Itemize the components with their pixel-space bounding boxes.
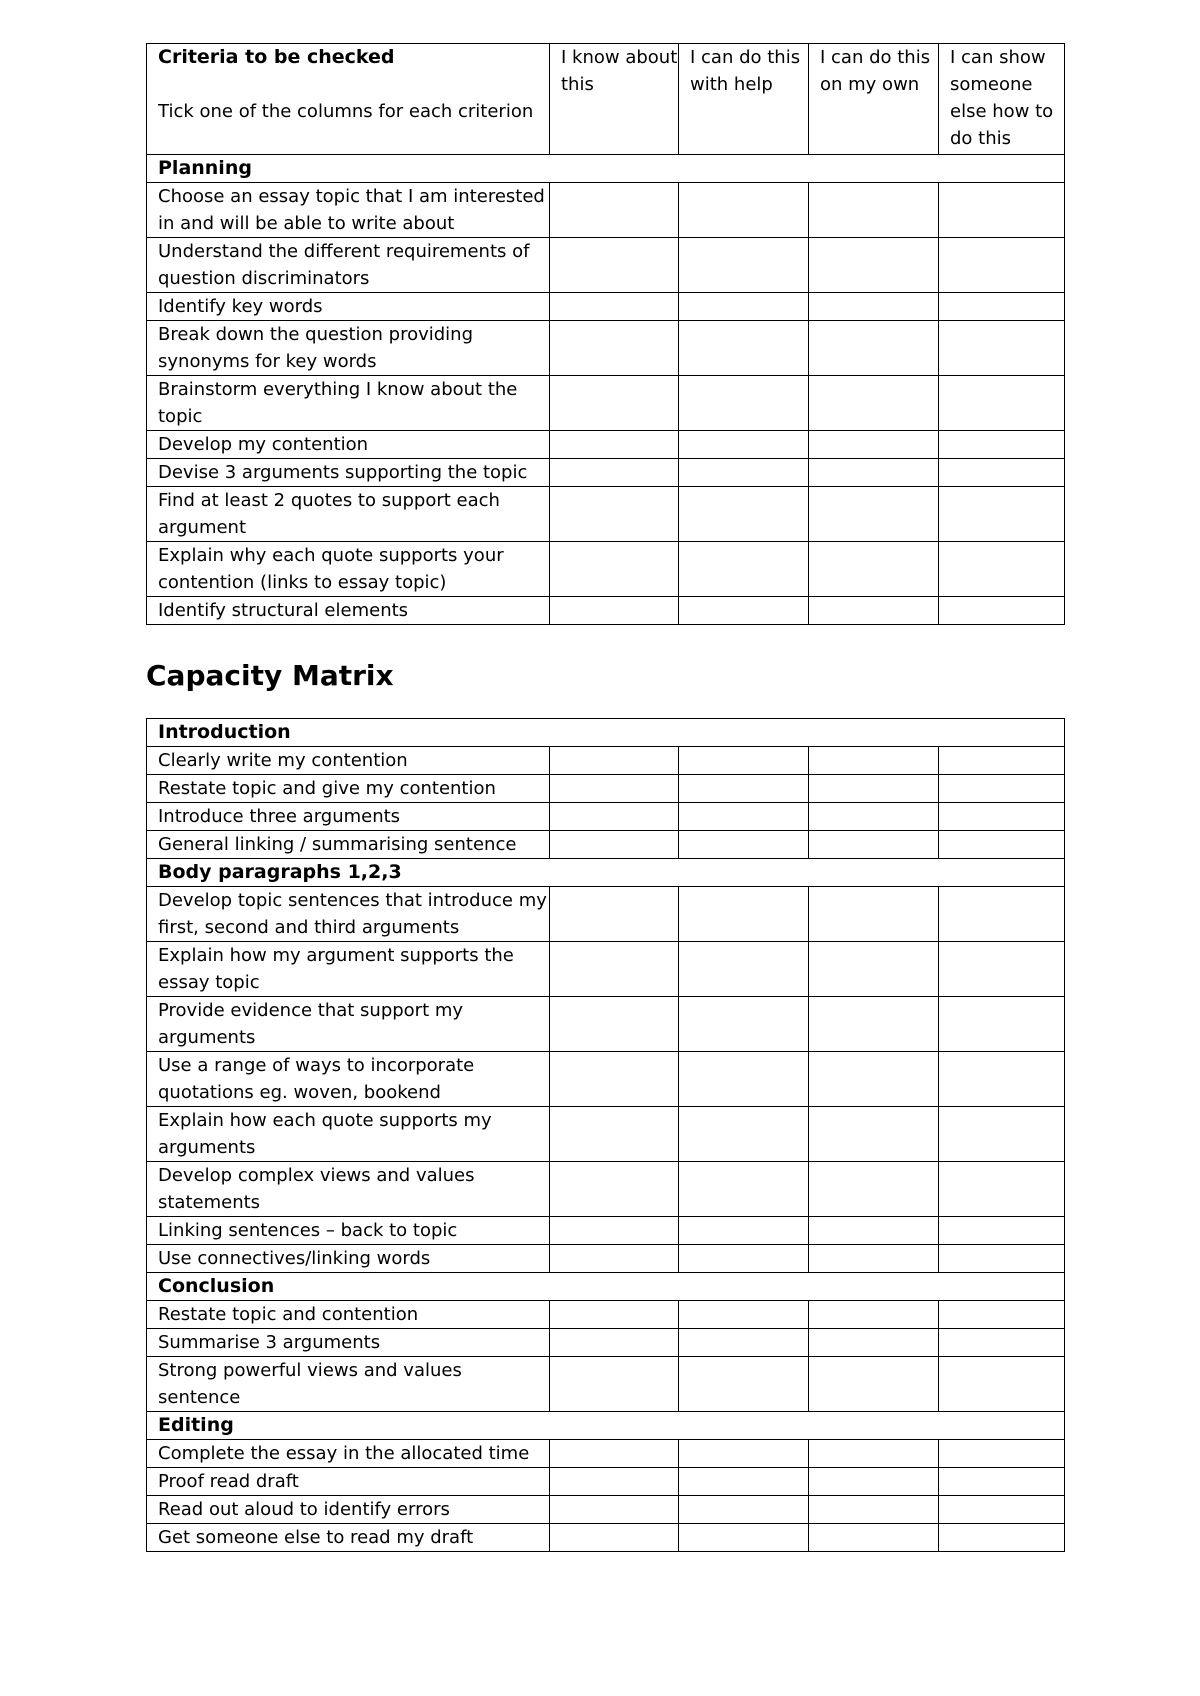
tick-cell[interactable] — [550, 1468, 679, 1496]
section-row — [147, 719, 1065, 747]
capacity-matrix-table-planning — [146, 43, 1065, 625]
tick-cell[interactable] — [550, 997, 679, 1052]
tick-cell[interactable] — [939, 1052, 1065, 1107]
tick-cell[interactable] — [679, 431, 809, 459]
tick-cell[interactable] — [809, 997, 939, 1052]
tick-cell[interactable] — [809, 1245, 939, 1273]
criterion-row — [147, 238, 1065, 293]
criterion-label: Linking sentences – back to topic — [147, 1217, 550, 1245]
tick-cell[interactable] — [809, 1468, 939, 1496]
tick-cell[interactable] — [939, 1524, 1065, 1552]
tick-cell[interactable] — [679, 831, 809, 859]
tick-cell[interactable] — [939, 597, 1065, 625]
criterion-row — [147, 1524, 1065, 1552]
criterion-row — [147, 803, 1065, 831]
section-heading: Introduction — [147, 719, 1065, 747]
tick-cell[interactable] — [939, 775, 1065, 803]
criterion-label: Choose an essay topic that I am interested in and will be able to write about — [147, 183, 550, 238]
tick-cell[interactable] — [939, 183, 1065, 238]
tick-cell[interactable] — [809, 1496, 939, 1524]
criterion-row — [147, 542, 1065, 597]
criterion-row — [147, 942, 1065, 997]
tick-cell[interactable] — [679, 1301, 809, 1329]
criterion-row — [147, 459, 1065, 487]
tick-cell[interactable] — [809, 293, 939, 321]
criterion-row — [147, 1107, 1065, 1162]
table-body — [147, 719, 1065, 1552]
tick-cell[interactable] — [679, 321, 809, 376]
tick-cell[interactable] — [809, 803, 939, 831]
header-row — [147, 44, 1065, 155]
tick-cell[interactable] — [939, 431, 1065, 459]
tick-cell[interactable] — [679, 597, 809, 625]
tick-cell[interactable] — [550, 1440, 679, 1468]
tick-cell[interactable] — [939, 1301, 1065, 1329]
criterion-label: Understand the different requirements of question discriminators — [147, 238, 550, 293]
tick-cell[interactable] — [809, 1217, 939, 1245]
column-header-show-someone: I can show someone else how to do this — [939, 44, 1065, 155]
tick-cell[interactable] — [550, 1217, 679, 1245]
tick-cell[interactable] — [939, 542, 1065, 597]
tick-cell[interactable] — [550, 775, 679, 803]
tick-cell[interactable] — [939, 321, 1065, 376]
tick-cell[interactable] — [679, 1524, 809, 1552]
tick-cell[interactable] — [939, 238, 1065, 293]
tick-cell[interactable] — [939, 1245, 1065, 1273]
criterion-label: Clearly write my contention — [147, 747, 550, 775]
tick-cell[interactable] — [679, 487, 809, 542]
tick-cell[interactable] — [809, 1162, 939, 1217]
tick-cell[interactable] — [939, 487, 1065, 542]
section-heading: Body paragraphs 1,2,3 — [147, 859, 1065, 887]
tick-cell[interactable] — [679, 459, 809, 487]
tick-cell[interactable] — [550, 1524, 679, 1552]
section-heading: Planning — [147, 155, 1065, 183]
criteria-header-cell — [147, 44, 550, 155]
tick-cell[interactable] — [550, 1052, 679, 1107]
tick-cell[interactable] — [809, 831, 939, 859]
tick-cell[interactable] — [939, 887, 1065, 942]
tick-cell[interactable] — [809, 887, 939, 942]
criterion-row — [147, 1329, 1065, 1357]
tick-cell[interactable] — [939, 1468, 1065, 1496]
tick-cell[interactable] — [550, 1357, 679, 1412]
criterion-label: Identify structural elements — [147, 597, 550, 625]
tick-cell[interactable] — [809, 487, 939, 542]
tick-cell[interactable] — [550, 1329, 679, 1357]
tick-cell[interactable] — [939, 1496, 1065, 1524]
criterion-label: Identify key words — [147, 293, 550, 321]
tick-cell[interactable] — [679, 238, 809, 293]
criterion-label: Restate topic and contention — [147, 1301, 550, 1329]
criterion-row — [147, 1301, 1065, 1329]
tick-cell[interactable] — [809, 1052, 939, 1107]
criterion-label: Develop my contention — [147, 431, 550, 459]
tick-cell[interactable] — [809, 1524, 939, 1552]
tick-cell[interactable] — [939, 293, 1065, 321]
tick-cell[interactable] — [550, 597, 679, 625]
tick-cell[interactable] — [550, 238, 679, 293]
criteria-instruction: Tick one of the columns for each criterion — [158, 101, 534, 122]
section-heading: Conclusion — [147, 1273, 1065, 1301]
criterion-row — [147, 1440, 1065, 1468]
tick-cell[interactable] — [679, 542, 809, 597]
tick-cell[interactable] — [550, 887, 679, 942]
criterion-row — [147, 376, 1065, 431]
criterion-label: Brainstorm everything I know about the topic — [147, 376, 550, 431]
tick-cell[interactable] — [679, 376, 809, 431]
tick-cell[interactable] — [939, 1162, 1065, 1217]
tick-cell[interactable] — [679, 942, 809, 997]
tick-cell[interactable] — [809, 459, 939, 487]
tick-cell[interactable] — [939, 1329, 1065, 1357]
tick-cell[interactable] — [679, 747, 809, 775]
tick-cell[interactable] — [809, 747, 939, 775]
tick-cell[interactable] — [809, 597, 939, 625]
tick-cell[interactable] — [809, 183, 939, 238]
criterion-label: Develop complex views and values statements — [147, 1162, 550, 1217]
tick-cell[interactable] — [550, 293, 679, 321]
tick-cell[interactable] — [550, 183, 679, 238]
section-row — [147, 155, 1065, 183]
criterion-label: Restate topic and give my contention — [147, 775, 550, 803]
criterion-label: Devise 3 arguments supporting the topic — [147, 459, 550, 487]
tick-cell[interactable] — [679, 803, 809, 831]
criterion-row — [147, 775, 1065, 803]
tick-cell[interactable] — [550, 1496, 679, 1524]
column-header-with-help: I can do this with help — [679, 44, 809, 155]
tick-cell[interactable] — [939, 1217, 1065, 1245]
criterion-row — [147, 321, 1065, 376]
criterion-label: Provide evidence that support my arguments — [147, 997, 550, 1052]
tick-cell[interactable] — [679, 1052, 809, 1107]
tick-cell[interactable] — [550, 321, 679, 376]
section-heading: Editing — [147, 1412, 1065, 1440]
tick-cell[interactable] — [550, 459, 679, 487]
tick-cell[interactable] — [809, 1357, 939, 1412]
tick-cell[interactable] — [939, 747, 1065, 775]
tick-cell[interactable] — [679, 293, 809, 321]
criterion-row — [147, 293, 1065, 321]
tick-cell[interactable] — [679, 1217, 809, 1245]
criterion-label: Introduce three arguments — [147, 803, 550, 831]
criterion-row — [147, 887, 1065, 942]
criteria-title: Criteria to be checked — [158, 46, 395, 68]
criterion-row — [147, 997, 1065, 1052]
tick-cell[interactable] — [939, 1357, 1065, 1412]
criterion-label: Complete the essay in the allocated time — [147, 1440, 550, 1468]
tick-cell[interactable] — [809, 775, 939, 803]
tick-cell[interactable] — [809, 1329, 939, 1357]
tick-cell[interactable] — [809, 431, 939, 459]
tick-cell[interactable] — [809, 238, 939, 293]
tick-cell[interactable] — [550, 1162, 679, 1217]
tick-cell[interactable] — [679, 1245, 809, 1273]
criterion-label: Explain how each quote supports my arguments — [147, 1107, 550, 1162]
tick-cell[interactable] — [679, 1496, 809, 1524]
tick-cell[interactable] — [550, 1107, 679, 1162]
criterion-row — [147, 597, 1065, 625]
tick-cell[interactable] — [939, 459, 1065, 487]
criterion-label: Proof read draft — [147, 1468, 550, 1496]
tick-cell[interactable] — [550, 1245, 679, 1273]
tick-cell[interactable] — [550, 747, 679, 775]
section-row — [147, 1273, 1065, 1301]
criterion-row — [147, 1245, 1065, 1273]
tick-cell[interactable] — [679, 1440, 809, 1468]
tick-cell[interactable] — [939, 831, 1065, 859]
column-header-know: I know about this — [550, 44, 679, 155]
tick-cell[interactable] — [679, 997, 809, 1052]
tick-cell[interactable] — [550, 542, 679, 597]
tick-cell[interactable] — [550, 831, 679, 859]
criterion-label: Explain how my argument supports the essay topic — [147, 942, 550, 997]
tick-cell[interactable] — [550, 487, 679, 542]
section-row — [147, 1412, 1065, 1440]
criterion-row — [147, 487, 1065, 542]
section-row — [147, 859, 1065, 887]
criterion-row — [147, 1162, 1065, 1217]
criterion-row — [147, 1496, 1065, 1524]
tick-cell[interactable] — [939, 1107, 1065, 1162]
tick-cell[interactable] — [679, 1107, 809, 1162]
tick-cell[interactable] — [679, 1162, 809, 1217]
tick-cell[interactable] — [679, 887, 809, 942]
tick-cell[interactable] — [550, 1301, 679, 1329]
criterion-label: Explain why each quote supports your contention (links to essay topic) — [147, 542, 550, 597]
criterion-label: Find at least 2 quotes to support each argument — [147, 487, 550, 542]
capacity-matrix-table-essay — [146, 718, 1065, 1552]
tick-cell[interactable] — [809, 376, 939, 431]
tick-cell[interactable] — [679, 1357, 809, 1412]
criterion-row — [147, 747, 1065, 775]
criterion-row — [147, 831, 1065, 859]
criterion-label: Develop topic sentences that introduce my first, second and third arguments — [147, 887, 550, 942]
criterion-row — [147, 1052, 1065, 1107]
criterion-label: Strong powerful views and values sentence — [147, 1357, 550, 1412]
tick-cell[interactable] — [939, 376, 1065, 431]
tick-cell[interactable] — [809, 1301, 939, 1329]
criterion-label: Break down the question providing synonyms for key words — [147, 321, 550, 376]
tick-cell[interactable] — [679, 1468, 809, 1496]
table-body — [147, 44, 1065, 625]
criterion-label: Read out aloud to identify errors — [147, 1496, 550, 1524]
criterion-row — [147, 183, 1065, 238]
tick-cell[interactable] — [679, 1329, 809, 1357]
tick-cell[interactable] — [679, 183, 809, 238]
tick-cell[interactable] — [550, 376, 679, 431]
tick-cell[interactable] — [939, 803, 1065, 831]
tick-cell[interactable] — [550, 803, 679, 831]
page-title: Capacity Matrix — [146, 659, 394, 692]
criterion-row — [147, 1357, 1065, 1412]
tick-cell[interactable] — [809, 321, 939, 376]
tick-cell[interactable] — [809, 1440, 939, 1468]
criterion-label: General linking / summarising sentence — [147, 831, 550, 859]
tick-cell[interactable] — [939, 997, 1065, 1052]
column-header-own: I can do this on my own — [809, 44, 939, 155]
tick-cell[interactable] — [550, 942, 679, 997]
tick-cell[interactable] — [939, 942, 1065, 997]
criterion-label: Summarise 3 arguments — [147, 1329, 550, 1357]
tick-cell[interactable] — [809, 542, 939, 597]
tick-cell[interactable] — [809, 1107, 939, 1162]
tick-cell[interactable] — [679, 775, 809, 803]
criterion-row — [147, 431, 1065, 459]
criterion-label: Use connectives/linking words — [147, 1245, 550, 1273]
criterion-row — [147, 1217, 1065, 1245]
criterion-label: Get someone else to read my draft — [147, 1524, 550, 1552]
criterion-label: Use a range of ways to incorporate quotations eg. woven, bookend — [147, 1052, 550, 1107]
criterion-row — [147, 1468, 1065, 1496]
tick-cell[interactable] — [809, 942, 939, 997]
tick-cell[interactable] — [550, 431, 679, 459]
tick-cell[interactable] — [939, 1440, 1065, 1468]
